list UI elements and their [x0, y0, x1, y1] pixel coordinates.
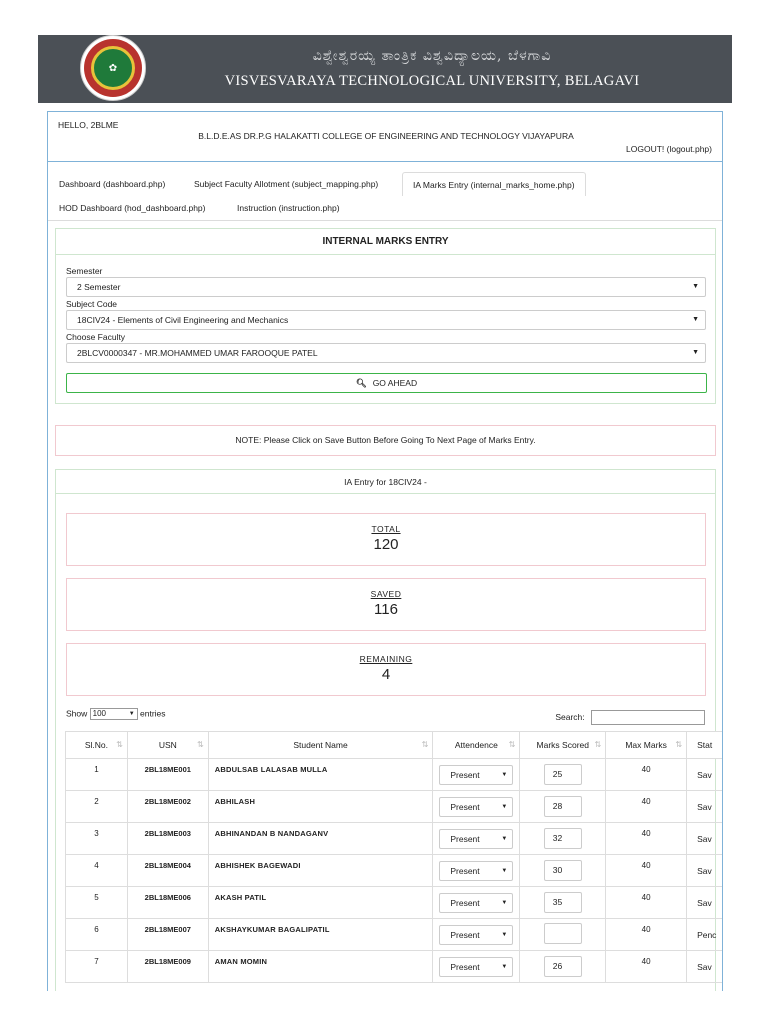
semester-label: Semester — [66, 266, 103, 276]
cell-sl-no: 3 — [66, 823, 128, 855]
faculty-label: Choose Faculty — [66, 332, 126, 342]
banner-kannada-title: ವಿಶ್ವೇಶ್ವರಯ್ಯ ತಾಂತ್ರಿಕ ವಿಶ್ವವಿದ್ಯಾಲಯ, ಬೆಳಗಾವಿ — [312, 48, 552, 64]
sort-icon: ⇅ — [508, 740, 516, 749]
go-ahead-button[interactable] — [66, 373, 707, 393]
chevron-down-icon: ▼ — [501, 931, 508, 938]
table-row — [66, 919, 724, 951]
nav-divider — [48, 220, 722, 221]
col-sl-no[interactable]: Sl.No. ⇅ — [66, 732, 128, 759]
col-marks-scored[interactable]: Marks Scored ⇅ — [520, 732, 606, 759]
tab-dashboard[interactable]: Dashboard (dashboard.php) — [59, 179, 166, 189]
marks-input[interactable]: 35 — [544, 892, 582, 913]
marks-input[interactable]: 32 — [544, 828, 582, 849]
cell-status: Sav — [687, 855, 723, 887]
cell-student-name: ABHILASH — [208, 791, 433, 823]
semester-select[interactable] — [66, 277, 706, 297]
cell-max-marks: 40 — [606, 951, 687, 983]
sort-icon: ⇅ — [421, 740, 429, 749]
saved-stat — [66, 578, 706, 631]
cell-usn: 2BL18ME007 — [127, 919, 208, 951]
show-entries — [66, 708, 166, 720]
chevron-down-icon: ▼ — [501, 963, 508, 970]
marks-input[interactable]: 30 — [544, 860, 582, 881]
total-label: TOTAL — [371, 524, 401, 534]
attendance-select[interactable]: Present ▼ — [439, 797, 513, 817]
cell-sl-no: 1 — [66, 759, 128, 791]
cell-usn: 2BL18ME001 — [127, 759, 208, 791]
chevron-down-icon: ▼ — [501, 867, 508, 874]
cell-sl-no: 5 — [66, 887, 128, 919]
internal-marks-form — [55, 228, 716, 404]
remaining-value: 4 — [381, 666, 391, 683]
subject-code-select[interactable] — [66, 310, 706, 330]
faculty-select-value: 2BLCV0000347 - MR.MOHAMMED UMAR FAROOQUE PATEL — [77, 348, 318, 358]
go-ahead-label: GO AHEAD — [372, 378, 418, 388]
total-stat — [66, 513, 706, 566]
cell-max-marks: 40 — [606, 791, 687, 823]
sort-icon: ⇅ — [675, 740, 683, 749]
attendance-select[interactable]: Present ▼ — [439, 957, 513, 977]
cell-status: Sav — [687, 823, 723, 855]
attendance-select[interactable]: Present ▼ — [439, 925, 513, 945]
show-label: Show — [66, 708, 88, 719]
cell-max-marks: 40 — [606, 823, 687, 855]
marks-input[interactable]: 26 — [544, 956, 582, 977]
saved-value: 116 — [374, 601, 398, 618]
entries-label: entries — [140, 708, 166, 719]
total-value: 120 — [373, 536, 399, 553]
cell-usn: 2BL18ME003 — [127, 823, 208, 855]
logout-link[interactable]: LOGOUT! (logout.php) — [626, 144, 712, 154]
marks-input[interactable]: 25 — [544, 764, 582, 785]
marks-table — [65, 731, 723, 983]
chevron-down-icon: ▼ — [501, 899, 508, 906]
cell-usn: 2BL18ME006 — [127, 887, 208, 919]
col-attendence[interactable]: Attendence ⇅ — [433, 732, 520, 759]
chevron-down-icon: ▼ — [692, 316, 699, 323]
marks-input[interactable]: 28 — [544, 796, 582, 817]
table-search — [555, 710, 705, 725]
cell-max-marks: 40 — [606, 887, 687, 919]
chevron-down-icon: ▼ — [692, 349, 699, 356]
tab-hod-dashboard[interactable]: HOD Dashboard (hod_dashboard.php) — [59, 203, 206, 213]
cell-status: Sav — [687, 791, 723, 823]
chevron-down-icon: ▼ — [128, 711, 135, 717]
cell-student-name: ABHISHEK BAGEWADI — [208, 855, 433, 887]
cell-sl-no: 4 — [66, 855, 128, 887]
greeting: HELLO, 2BLME — [58, 120, 119, 130]
chevron-down-icon: ▼ — [501, 835, 508, 842]
header-divider — [48, 161, 722, 162]
subject-code-select-value: 18CIV24 - Elements of Civil Engineering and Mechanics — [77, 315, 289, 325]
attendance-select[interactable]: Present ▼ — [439, 861, 513, 881]
attendance-select[interactable]: Present ▼ — [439, 829, 513, 849]
col-status[interactable]: Stat — [687, 732, 723, 759]
tab-ia-marks-entry[interactable]: IA Marks Entry (internal_marks_home.php) — [402, 172, 586, 196]
marks-input[interactable] — [544, 923, 582, 944]
cell-student-name: AMAN MOMIN — [208, 951, 433, 983]
search-label: Search: — [555, 711, 585, 722]
nav-tabs — [48, 172, 722, 222]
cell-sl-no: 7 — [66, 951, 128, 983]
college-name: B.L.D.E.AS DR.P.G HALAKATTI COLLEGE OF ENGINEERING AND TECHNOLOGY VIJAYAPURA — [198, 131, 574, 141]
cell-sl-no: 2 — [66, 791, 128, 823]
table-row — [66, 855, 724, 887]
cell-status: Penc — [687, 919, 723, 951]
sort-icon: ⇅ — [197, 740, 204, 749]
saved-label: SAVED — [370, 589, 402, 599]
form-title: INTERNAL MARKS ENTRY — [56, 229, 715, 255]
university-logo — [80, 35, 146, 101]
tab-subject-faculty-allotment[interactable]: Subject Faculty Allotment (subject_mapping.php) — [194, 179, 379, 189]
cell-usn: 2BL18ME004 — [127, 855, 208, 887]
col-max-marks[interactable]: Max Marks ⇅ — [606, 732, 687, 759]
subject-code-label: Subject Code — [66, 299, 118, 309]
faculty-select[interactable] — [66, 343, 706, 363]
cell-status: Sav — [687, 951, 723, 983]
remaining-label: REMAINING — [359, 654, 413, 664]
marks-table-wrap — [65, 731, 723, 983]
cell-student-name: AKASH PATIL — [208, 887, 433, 919]
table-row — [66, 887, 724, 919]
chevron-down-icon: ▼ — [501, 771, 508, 778]
entries-per-page-value: 100 — [92, 709, 106, 718]
col-student-name[interactable]: Student Name ⇅ — [208, 732, 433, 759]
tab-instruction[interactable]: Instruction (instruction.php) — [237, 203, 340, 213]
table-row — [66, 951, 724, 983]
search-input[interactable] — [591, 710, 705, 725]
attendance-select[interactable]: Present ▼ — [439, 765, 513, 785]
logo-emblem-icon: ✿ — [91, 46, 135, 90]
ia-entry-title: IA Entry for 18CIV24 - — [56, 470, 715, 494]
cell-sl-no: 6 — [66, 919, 128, 951]
banner-title: VISVESVARAYA TECHNOLOGICAL UNIVERSITY, BELAGAVI — [224, 73, 640, 89]
cell-usn: 2BL18ME009 — [127, 951, 208, 983]
sort-icon: ⇅ — [116, 740, 123, 749]
entries-per-page-select[interactable] — [90, 708, 138, 720]
table-row — [66, 823, 724, 855]
table-header-row — [66, 732, 724, 759]
cell-status: Sav — [687, 887, 723, 919]
university-banner — [38, 35, 732, 103]
cell-max-marks: 40 — [606, 855, 687, 887]
search-icon: 🔍︎ — [355, 378, 367, 388]
chevron-down-icon: ▼ — [692, 283, 699, 290]
cell-usn: 2BL18ME002 — [127, 791, 208, 823]
cell-student-name: AKSHAYKUMAR BAGALIPATIL — [208, 919, 433, 951]
cell-student-name: ABHINANDAN B NANDAGANV — [208, 823, 433, 855]
chevron-down-icon: ▼ — [501, 803, 508, 810]
attendance-select[interactable]: Present ▼ — [439, 893, 513, 913]
main-panel — [47, 111, 723, 991]
remaining-stat — [66, 643, 706, 696]
cell-student-name: ABDULSAB LALASAB MULLA — [208, 759, 433, 791]
semester-select-value: 2 Semester — [77, 282, 121, 292]
save-note: NOTE: Please Click on Save Button Before Going To Next Page of Marks Entry. — [55, 425, 716, 456]
cell-status: Sav — [687, 759, 723, 791]
cell-max-marks: 40 — [606, 919, 687, 951]
table-row — [66, 791, 724, 823]
col-usn[interactable]: USN ⇅ — [127, 732, 208, 759]
cell-max-marks: 40 — [606, 759, 687, 791]
table-row — [66, 759, 724, 791]
sort-icon: ⇅ — [594, 740, 602, 749]
